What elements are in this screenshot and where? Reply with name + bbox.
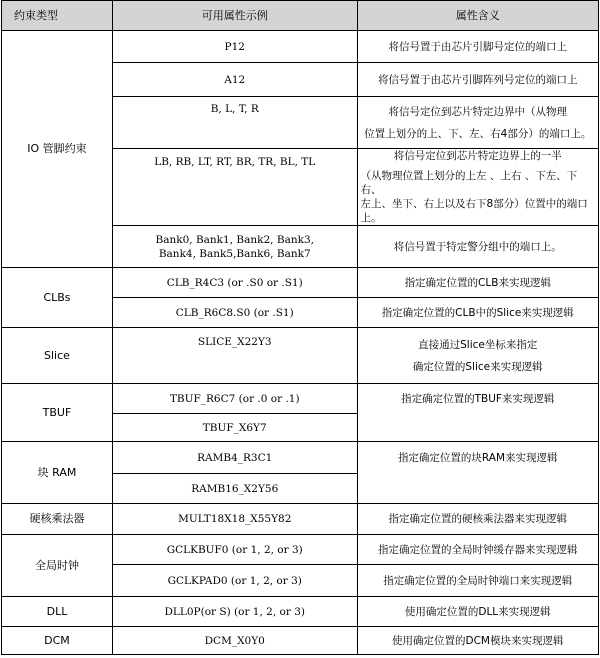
type-cell: Slice [2, 328, 113, 384]
type-cell: CLBs [2, 268, 113, 328]
example-cell: DLL0P(or S) (or 1, 2, or 3) [112, 597, 357, 627]
meaning-cell [357, 597, 598, 627]
meaning-line: 使用确定位置的DLL来实现逻辑 [404, 605, 551, 618]
meaning-cell [357, 63, 598, 97]
type-cell: 块 RAM [2, 442, 113, 504]
meaning-line: 指定确定位置的全局时钟端口来实现逻辑 [383, 574, 573, 587]
meaning-line: 位置上划分的上、下、左、右4部分）的端口上。 [364, 127, 592, 140]
meaning-line: 指定确定位置的CLB来实现逻辑 [404, 276, 551, 289]
table-row [2, 627, 599, 655]
meaning-line: 指定确定位置的全局时钟缓存器来实现逻辑 [378, 543, 578, 556]
meaning-cell [357, 226, 598, 268]
table-row [2, 384, 599, 414]
table-row [2, 597, 599, 627]
meaning-cell [357, 627, 598, 655]
example-cell: TBUF_R6C7 (or .0 or .1) [112, 384, 357, 414]
meaning-cell [357, 97, 598, 149]
meaning-line: 指定确定位置的硬核乘法器来实现逻辑 [388, 513, 567, 525]
meaning-line: 将信号置于由芯片引脚号定位的端口上 [388, 40, 567, 53]
example-cell: GCLKBUF0 (or 1, 2, or 3) [112, 535, 357, 565]
meaning-line: 指定确定位置的TBUF来实现逻辑 [401, 393, 555, 405]
meaning-line: 将信号定位到芯片特定边界上的一半 [393, 150, 562, 162]
meaning-cell [357, 298, 598, 328]
example-cell: P12 [112, 31, 357, 63]
table-row [2, 442, 599, 474]
constraint-table [1, 0, 599, 655]
example-cell: MULT18X18_X55Y82 [112, 504, 357, 535]
table-row [2, 504, 599, 535]
example-cell: CLB_R6C8.S0 (or .S1) [112, 298, 357, 328]
meaning-line: 左上、坐下、右上以及右下8部分）位置中的端口上。 [360, 198, 588, 224]
example-cell: SLICE_X22Y3 [112, 328, 357, 384]
type-cell: TBUF [2, 384, 113, 442]
meaning-cell [357, 31, 598, 63]
example-cell: CLB_R4C3 (or .S0 or .S1) [112, 268, 357, 298]
meaning-line: 将信号置于由芯片引脚阵列号定位的端口上 [378, 73, 578, 86]
meaning-cell [357, 535, 598, 565]
meaning-cell [357, 268, 598, 298]
example-cell: B, L, T, R [112, 97, 357, 149]
example-cell: RAMB16_X2Y56 [112, 474, 357, 504]
example-cell: GCLKPAD0 (or 1, 2, or 3) [112, 565, 357, 597]
type-cell: 全局时钟 [2, 535, 113, 597]
meaning-line: 指定确定位置的CLB中的Slice来实现逻辑 [381, 306, 574, 319]
meaning-line: 直接通过Slice坐标来指定 [418, 338, 538, 351]
example-cell: LB, RB, LT, RT, BR, TR, BL, TL [112, 149, 357, 226]
meaning-cell [357, 504, 598, 535]
table-row [2, 31, 599, 63]
meaning-line: 确定位置的Slice来实现逻辑 [412, 360, 543, 373]
header-attribute-example: 可用属性示例 [112, 1, 357, 31]
meaning-cell [357, 149, 598, 226]
table-row [2, 535, 599, 565]
meaning-line: （从物理位置上划分的上左 、上右 、下左、下右、 [360, 170, 578, 196]
example-cell: TBUF_X6Y7 [112, 414, 357, 442]
table-row [2, 328, 599, 384]
example-cell: RAMB4_R3C1 [112, 442, 357, 474]
meaning-line: 使用确定位置的DCM模块来实现逻辑 [392, 634, 564, 647]
header-attribute-meaning: 属性含义 [357, 1, 598, 31]
header-row [2, 1, 599, 31]
meaning-cell [357, 442, 598, 504]
meaning-line: 将信号置于特定警分组中的端口上。 [393, 240, 562, 253]
meaning-line: 将信号定位到芯片特定边界中（从物理 [388, 105, 567, 118]
type-cell: IO 管脚约束 [2, 31, 113, 268]
example-cell: A12 [112, 63, 357, 97]
example-cell: Bank0, Bank1, Bank2, Bank3, Bank4, Bank5,Bank6, Bank7 [112, 226, 357, 268]
meaning-cell [357, 384, 598, 442]
meaning-line: 指定确定位置的块RAM来实现逻辑 [397, 452, 558, 464]
type-cell: DCM [2, 627, 113, 655]
table-row [2, 268, 599, 298]
meaning-cell [357, 328, 598, 384]
example-cell: DCM_X0Y0 [112, 627, 357, 655]
type-cell: 硬核乘法器 [2, 504, 113, 535]
type-cell: DLL [2, 597, 113, 627]
meaning-cell [357, 565, 598, 597]
header-constraint-type: 约束类型 [2, 1, 113, 31]
